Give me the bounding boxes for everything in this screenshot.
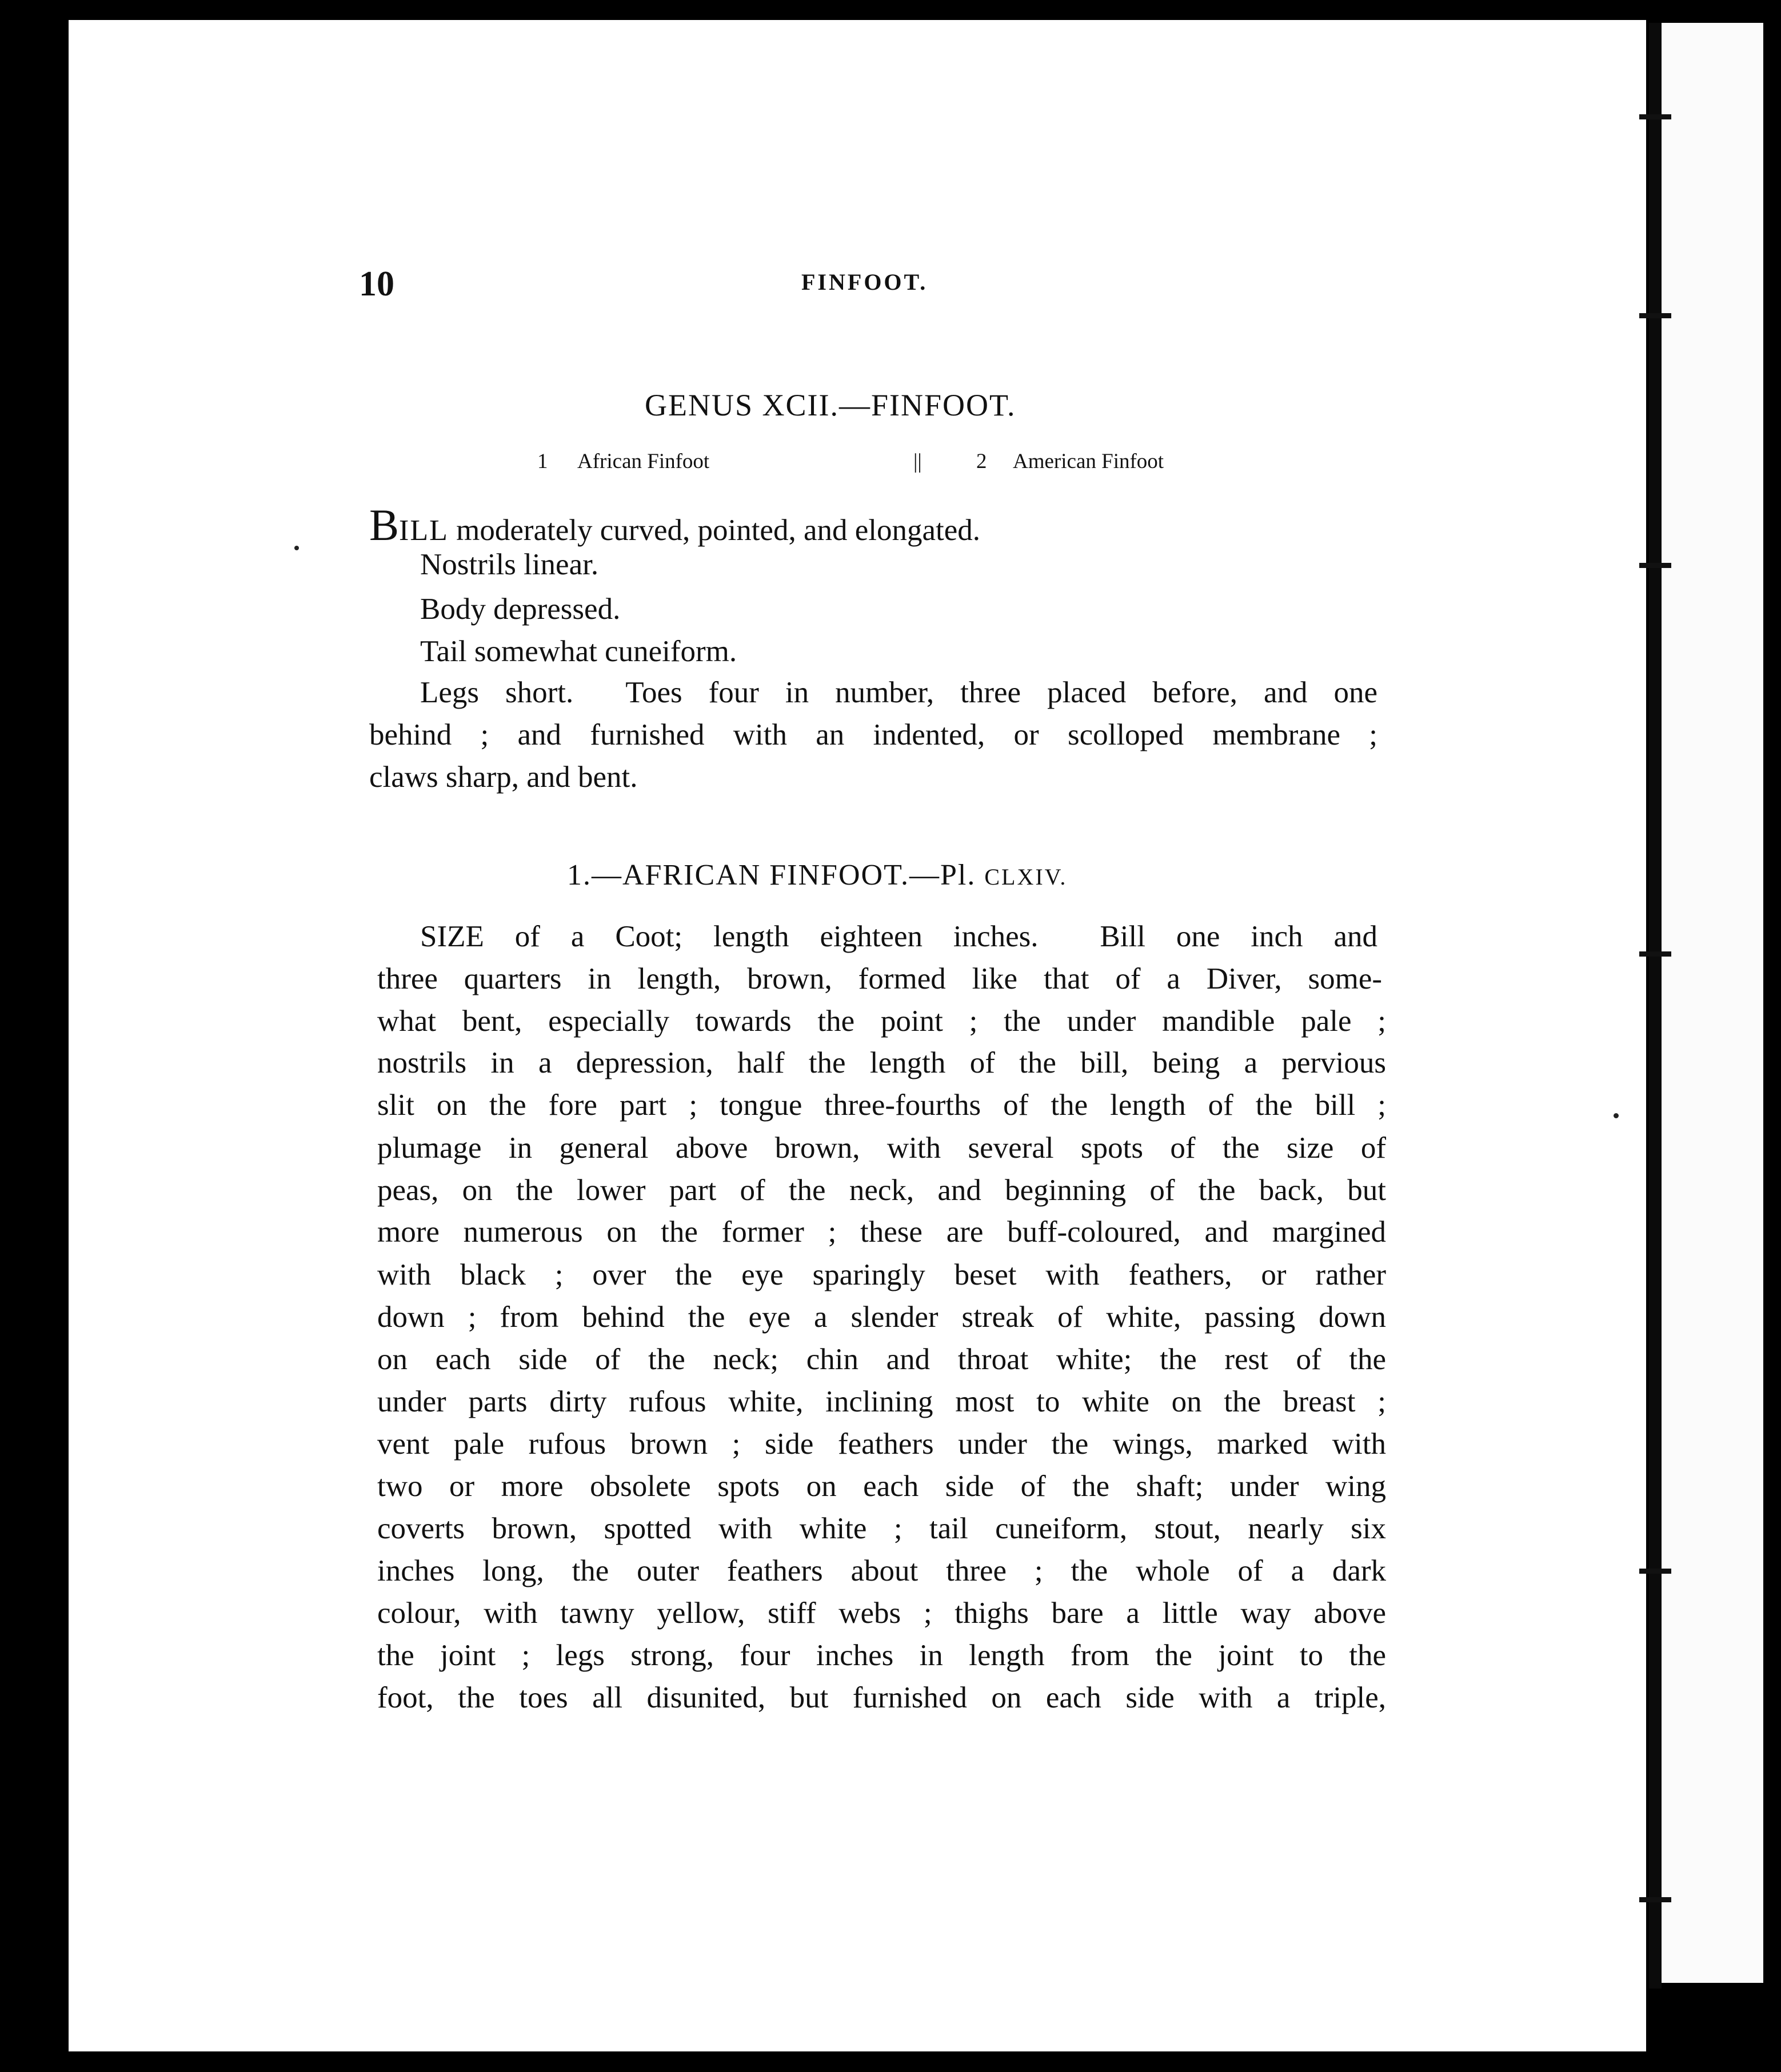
drop-initial: B xyxy=(369,500,400,550)
body-line: slit on the fore part ; tongue three-fourths of the length of the bill ; xyxy=(377,1089,1386,1122)
binding-stitch xyxy=(1639,1569,1671,1574)
body-line: the joint ; legs strong, four inches in length from the joint to the xyxy=(377,1639,1386,1672)
body-line: what bent, especially towards the point ; the under mandible pale ; xyxy=(377,1005,1386,1038)
body-line: vent pale rufous brown ; side feathers under the wings, marked with xyxy=(377,1427,1386,1461)
body-line: three quarters in length, brown, formed like that of a Diver, some- xyxy=(377,962,1382,995)
body-line: two or more obsolete spots on each side of the shaft; under wing xyxy=(377,1470,1386,1503)
body-line: peas, on the lower part of the neck, and beginning of the back, but xyxy=(377,1174,1386,1207)
body-line: down ; from behind the eye a slender streak of white, passing down xyxy=(377,1301,1386,1334)
binding-stitch xyxy=(1639,313,1671,318)
body-line: colour, with tawny yellow, stiff webs ; thighs bare a little way above xyxy=(377,1597,1386,1630)
adjacent-page-edge xyxy=(1660,23,1763,1983)
binding-stitch xyxy=(1639,1897,1671,1902)
genus-heading: GENUS XCII.—FINFOOT. xyxy=(645,388,1016,422)
character-line-bill xyxy=(369,500,980,550)
body-line: foot, the toes all disunited, but furnished on each side with a triple, xyxy=(377,1681,1386,1714)
body-line: coverts brown, spotted with white ; tail cuneiform, stout, nearly six xyxy=(377,1512,1386,1545)
page-number: 10 xyxy=(359,265,394,303)
species-number: 2 xyxy=(976,450,987,473)
binding-stitch xyxy=(1639,951,1671,957)
plate-prefix: Pl. xyxy=(940,859,985,891)
ink-speck xyxy=(294,546,299,550)
species-heading-title: 1.—AFRICAN FINFOOT.— xyxy=(567,859,940,891)
species-number: 1 xyxy=(537,450,548,473)
character-line: claws sharp, and bent. xyxy=(369,761,638,794)
species-list xyxy=(537,449,1212,478)
character-line: Legs short. Toes four in number, three placed before, and one xyxy=(420,676,1377,709)
plate-number: CLXIV. xyxy=(984,864,1068,890)
character-line: Nostrils linear. xyxy=(420,548,599,581)
small-caps-word: ILL xyxy=(399,514,449,547)
body-line: SIZE of a Coot; length eighteen inches. Bill one inch and xyxy=(420,920,1377,953)
character-line: behind ; and furnished with an indented, or scolloped membrane ; xyxy=(369,718,1377,751)
character-line: Body depressed. xyxy=(420,593,621,626)
species-name: American Finfoot xyxy=(1013,450,1164,473)
body-line: on each side of the neck; chin and throat white; the rest of the xyxy=(377,1343,1386,1376)
species-heading xyxy=(567,861,1067,890)
species-name: African Finfoot xyxy=(577,450,710,473)
body-line: plumage in general above brown, with several spots of the size of xyxy=(377,1131,1386,1165)
body-line: inches long, the outer feathers about three ; the whole of a dark xyxy=(377,1554,1386,1587)
binding-stitch xyxy=(1639,563,1671,568)
body-line: nostrils in a depression, half the length of the bill, being a pervious xyxy=(377,1046,1386,1079)
character-line: Tail somewhat cuneiform. xyxy=(420,635,737,668)
ink-speck xyxy=(1614,1113,1619,1118)
body-line: more numerous on the former ; these are buff-coloured, and margined xyxy=(377,1215,1386,1249)
binding-stitch xyxy=(1639,114,1671,119)
body-line: with black ; over the eye sparingly beset with feathers, or rather xyxy=(377,1258,1386,1291)
species-separator: || xyxy=(913,450,922,473)
running-title: FINFOOT. xyxy=(801,269,928,295)
character-text: moderately curved, pointed, and elongated. xyxy=(448,514,980,547)
body-line: under parts dirty rufous white, inclining most to white on the breast ; xyxy=(377,1385,1386,1418)
